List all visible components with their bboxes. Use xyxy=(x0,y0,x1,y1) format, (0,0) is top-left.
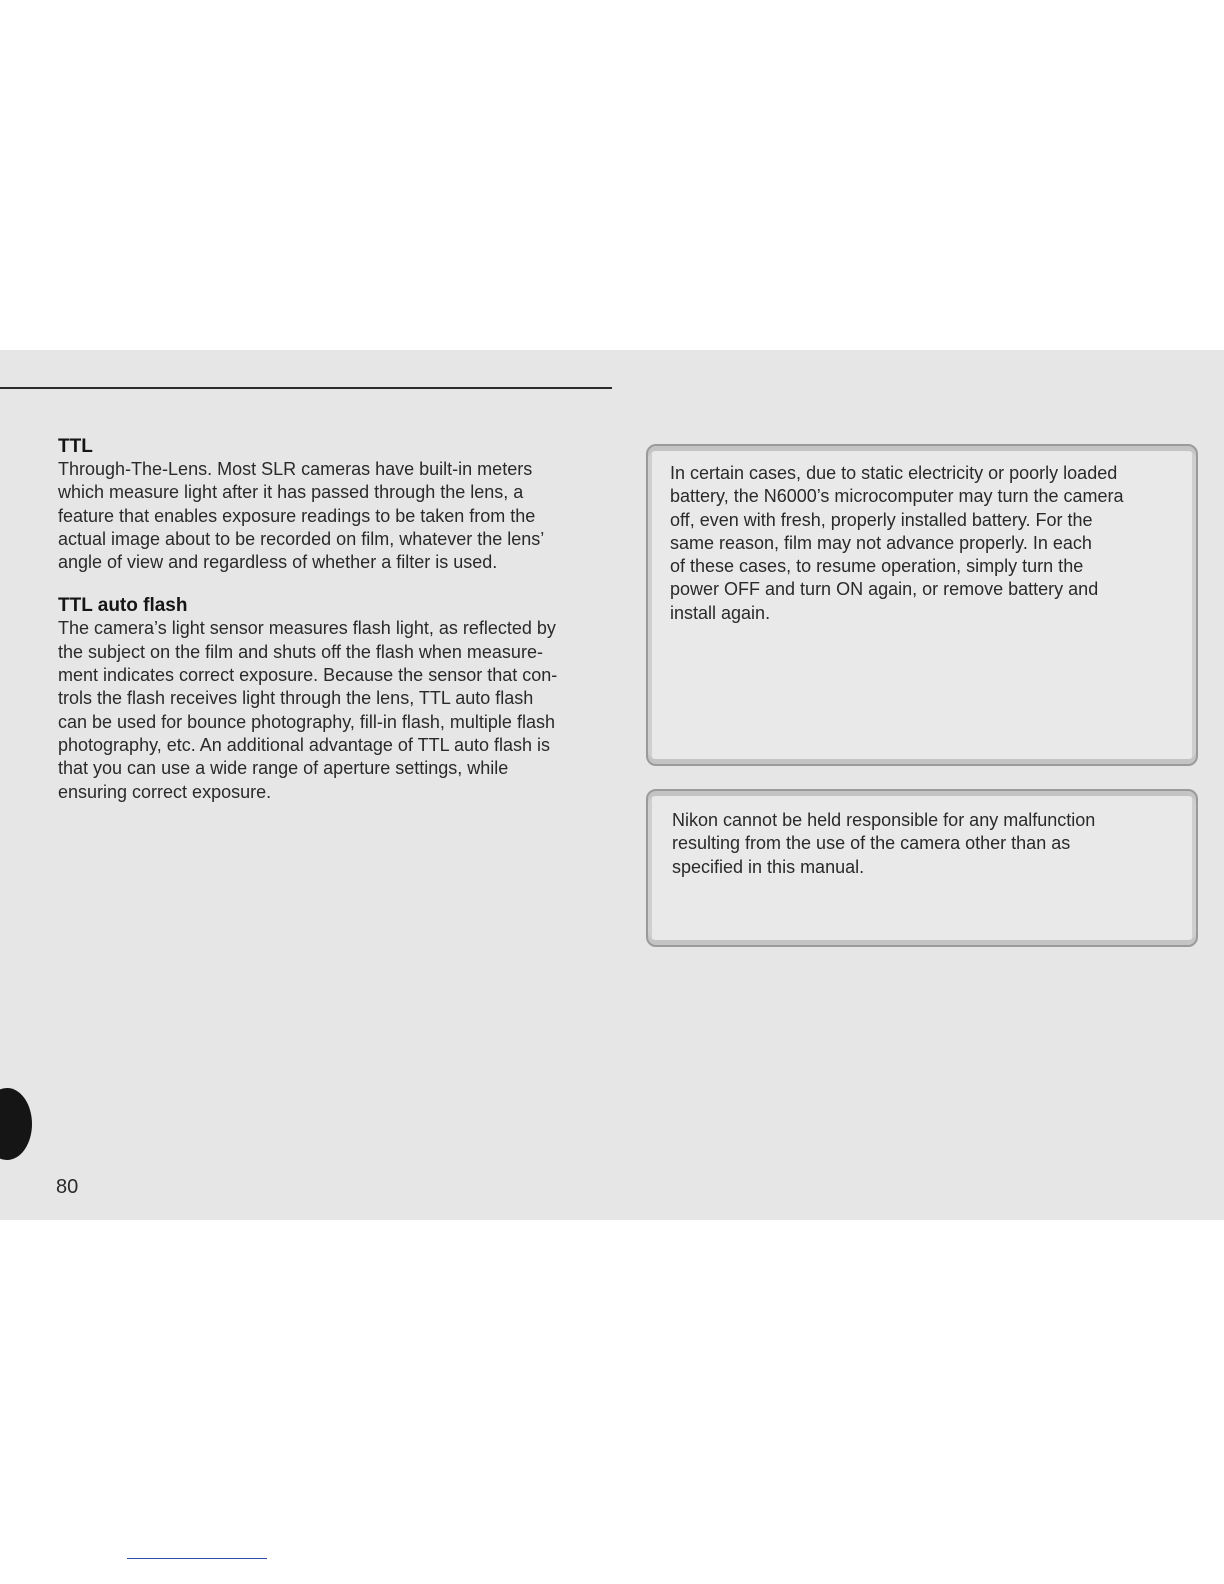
ttl-auto-flash-definition: The camera’s light sensor measures flash light, as reflected by the subject on the film and shuts off the flash when measure- ment indicates correct exposure. Because the sensor that con- trols the flash receives light through the lens, TTL auto flash can be used for bounce photography, fill-in flash, multiple flash photography, etc. An additional advantage of TTL auto flash is that you can use a wide range of aperture settings, while ensuring correct exposure. xyxy=(58,618,558,802)
liability-notice-text: Nikon cannot be held responsible for any malfunction resulting from the use of the camera other than as specified in this manual. xyxy=(672,810,1096,877)
header-rule xyxy=(0,387,612,389)
ttl-auto-flash-heading: TTL auto flash xyxy=(58,595,188,617)
footer-line xyxy=(127,1558,267,1559)
static-electricity-notice xyxy=(646,444,1198,766)
page-number: 80 xyxy=(56,1176,79,1198)
static-electricity-notice-text: In certain cases, due to static electricity or poorly loaded battery, the N6000’s microcomputer may turn the camera off, even with fresh, properly installed battery. For the same reason, film may not advance properly. In each of these cases, to resume operation, simply turn the power OFF and turn ON again, or remove battery and install again. xyxy=(670,463,1124,623)
ttl-heading: TTL xyxy=(58,436,93,457)
liability-notice xyxy=(646,789,1198,947)
section-gap xyxy=(58,574,618,594)
glossary-column xyxy=(58,435,618,804)
ttl-definition: Through-The-Lens. Most SLR cameras have built-in meters which measure light after it has passed through the lens, a feature that enables exposure readings to be taken from the actual image about to be recorded on film, whatever the lens’ angle of view and regardless of whether a filter is used. xyxy=(58,459,545,573)
